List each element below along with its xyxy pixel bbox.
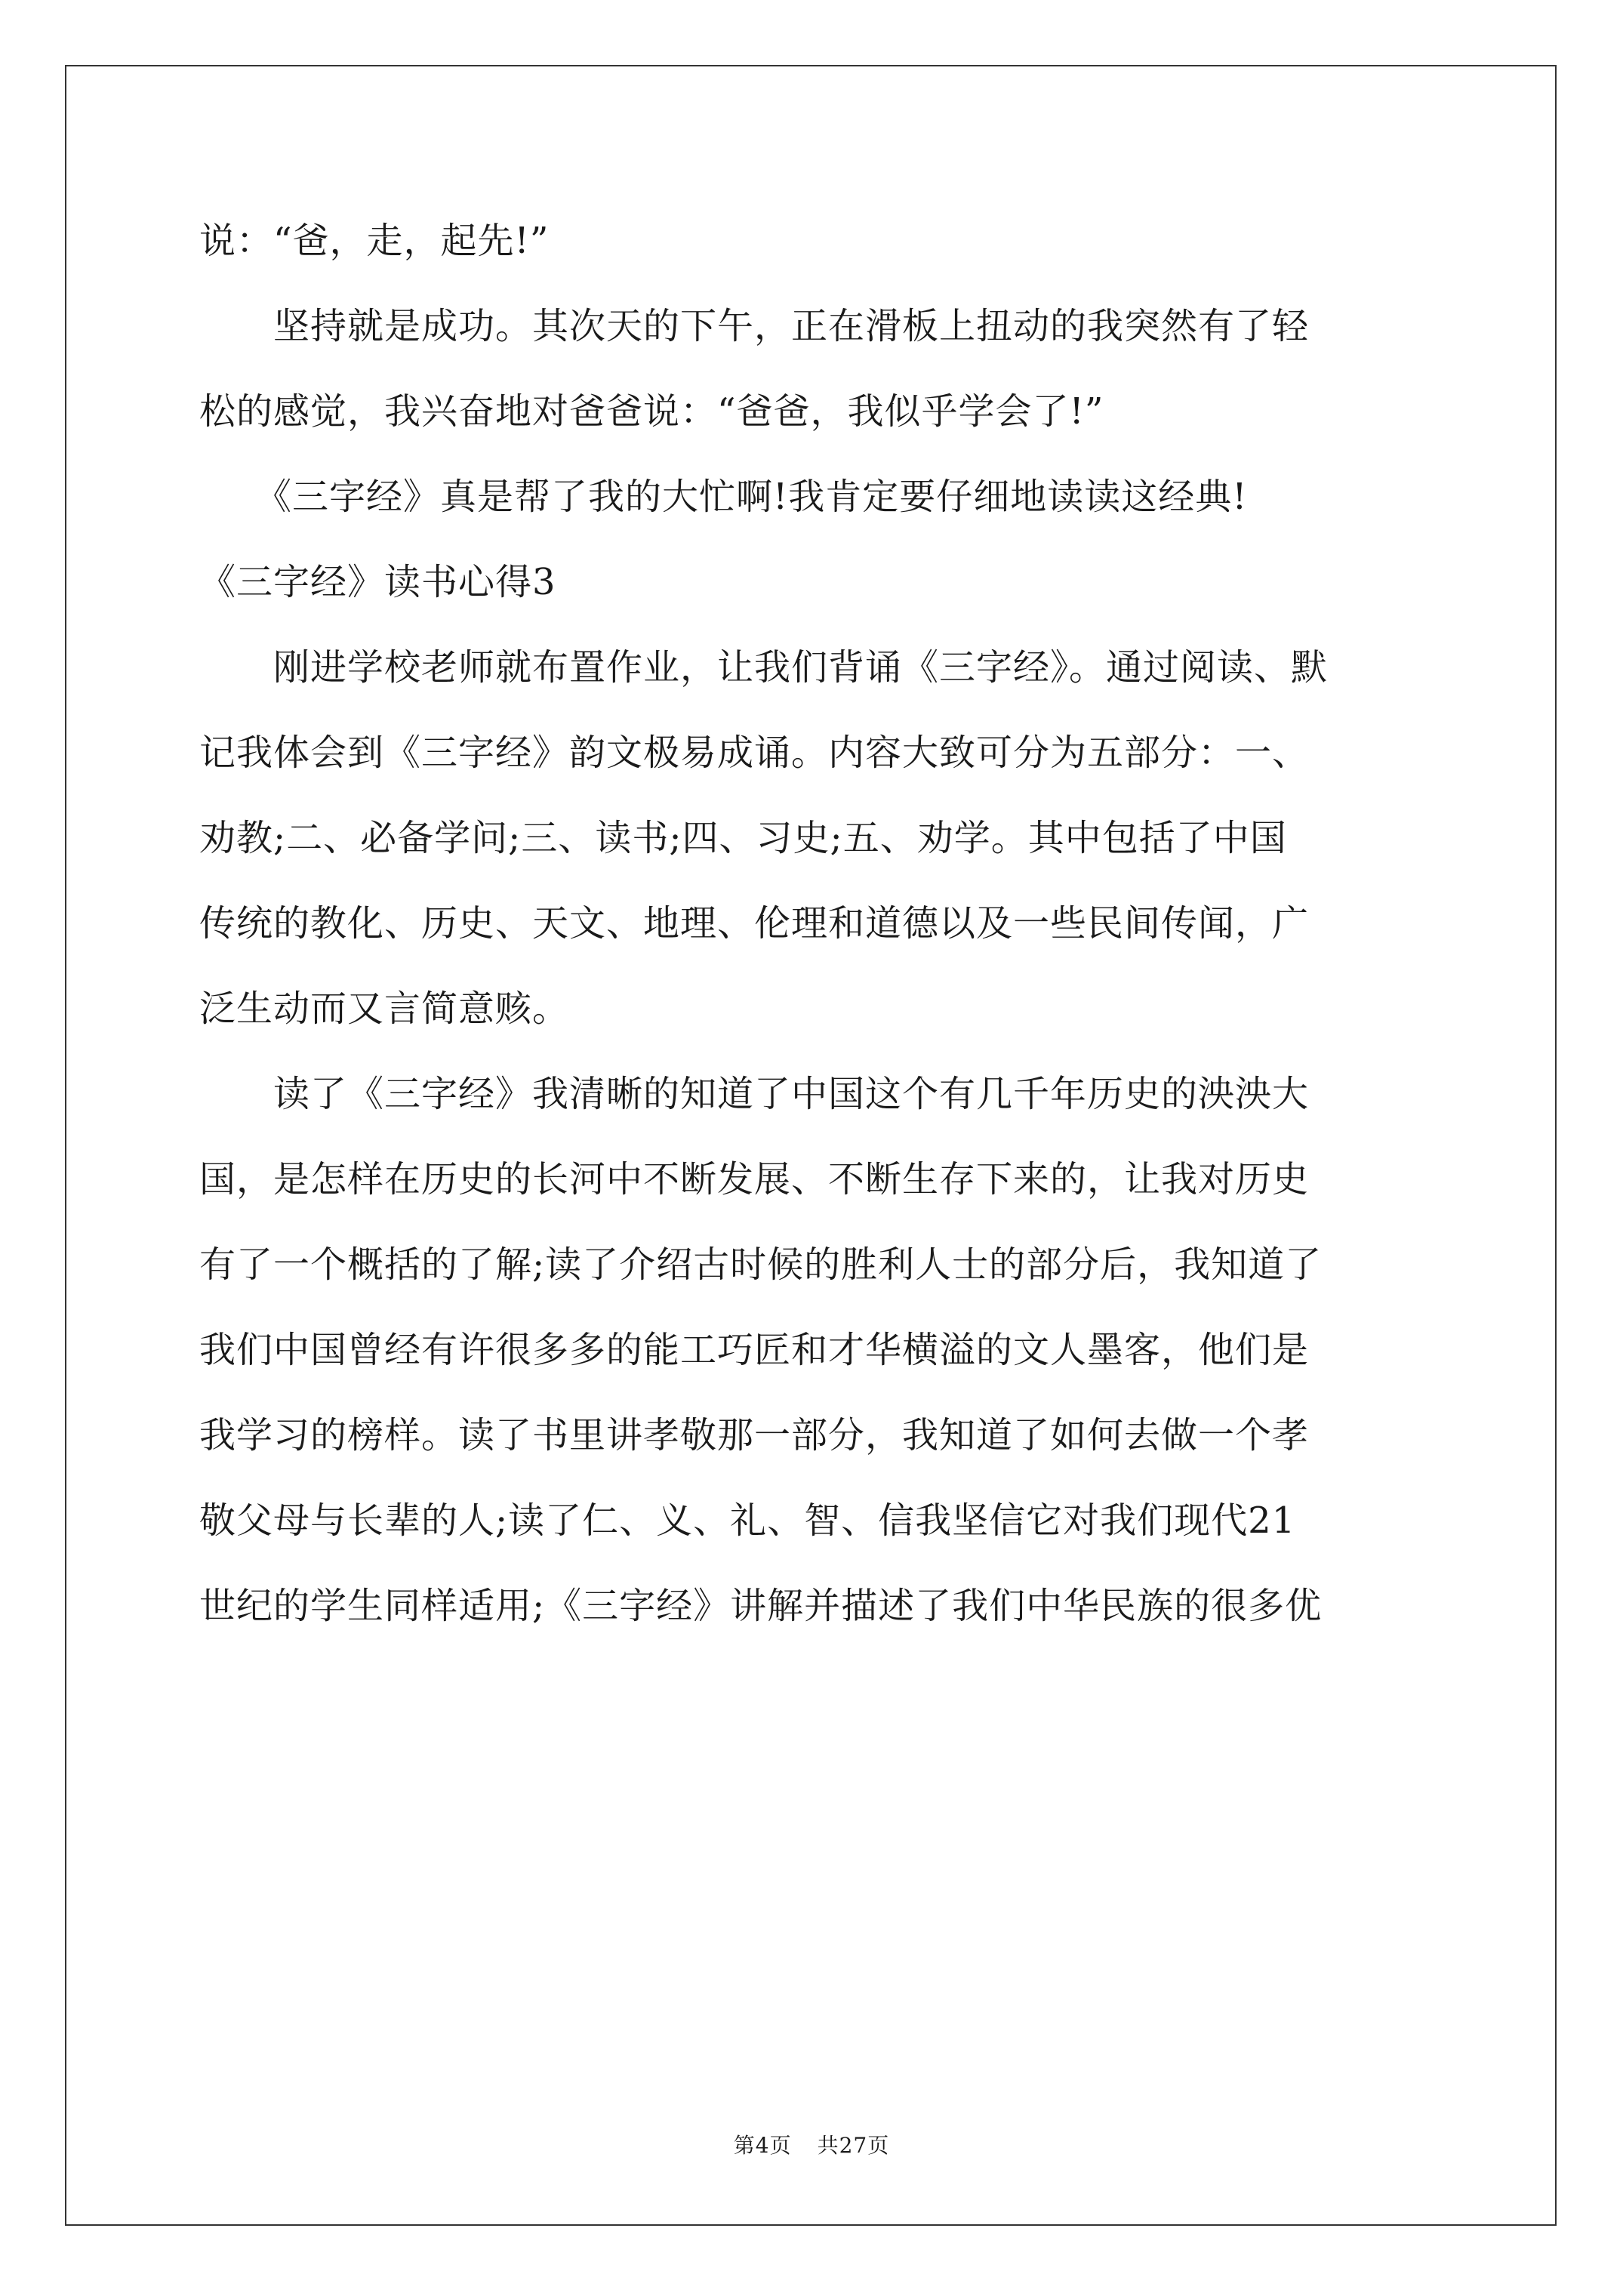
text-line: 刚进学校老师就布置作业，让我们背诵《三字经》。通过阅读、默 (199, 646, 1329, 689)
document-body (199, 199, 1430, 1649)
section-heading: 《三字经》读书心得3 (199, 561, 556, 603)
page-number: 第4页 (733, 2133, 792, 2158)
text-line: 记我体会到《三字经》韵文极易成诵。内容大致可分为五部分：一、 (199, 732, 1310, 774)
text-line: 世纪的学生同样适用;《三字经》讲解并描述了我们中华民族的很多优 (199, 1585, 1323, 1627)
text-line: 泛生动而又言简意赅。 (199, 988, 570, 1030)
text-line: 我们中国曾经有许很多多的能工巧匠和才华横溢的文人墨客，他们是 (199, 1329, 1310, 1371)
text-line: 有了一个概括的了解;读了介绍古时候的胜利人士的部分后，我知道了 (199, 1244, 1323, 1286)
text-line: 传统的教化、历史、天文、地理、伦理和道德以及一些民间传闻，广 (199, 902, 1310, 945)
text-line: 读了《三字经》我清晰的知道了中国这个有几千年历史的泱泱大 (199, 1073, 1310, 1115)
text-line: 国，是怎样在历史的长河中不断发展、不断生存下来的，让我对历史 (199, 1158, 1310, 1200)
page-total: 共27页 (817, 2133, 890, 2158)
text-line: 我学习的榜样。读了书里讲孝敬那一部分，我知道了如何去做一个孝 (199, 1414, 1310, 1456)
text-line: 《三字经》真是帮了我的大忙啊!我肯定要仔细地读读这经典! (199, 476, 1248, 518)
text-line: 松的感觉，我兴奋地对爸爸说：“爸爸，我似乎学会了!” (199, 390, 1104, 433)
text-line: 敬父母与长辈的人;读了仁、义、礼、智、信我坚信它对我们现代21 (199, 1499, 1296, 1542)
text-line: 劝教;二、必备学问;三、读书;四、习史;五、劝学。其中包括了中国 (199, 817, 1287, 859)
text-line: 说：“爸，走，起先!” (199, 220, 550, 262)
text-line: 坚持就是成功。其次天的下午，正在滑板上扭动的我突然有了轻 (199, 305, 1310, 347)
page-footer (0, 2129, 1623, 2159)
